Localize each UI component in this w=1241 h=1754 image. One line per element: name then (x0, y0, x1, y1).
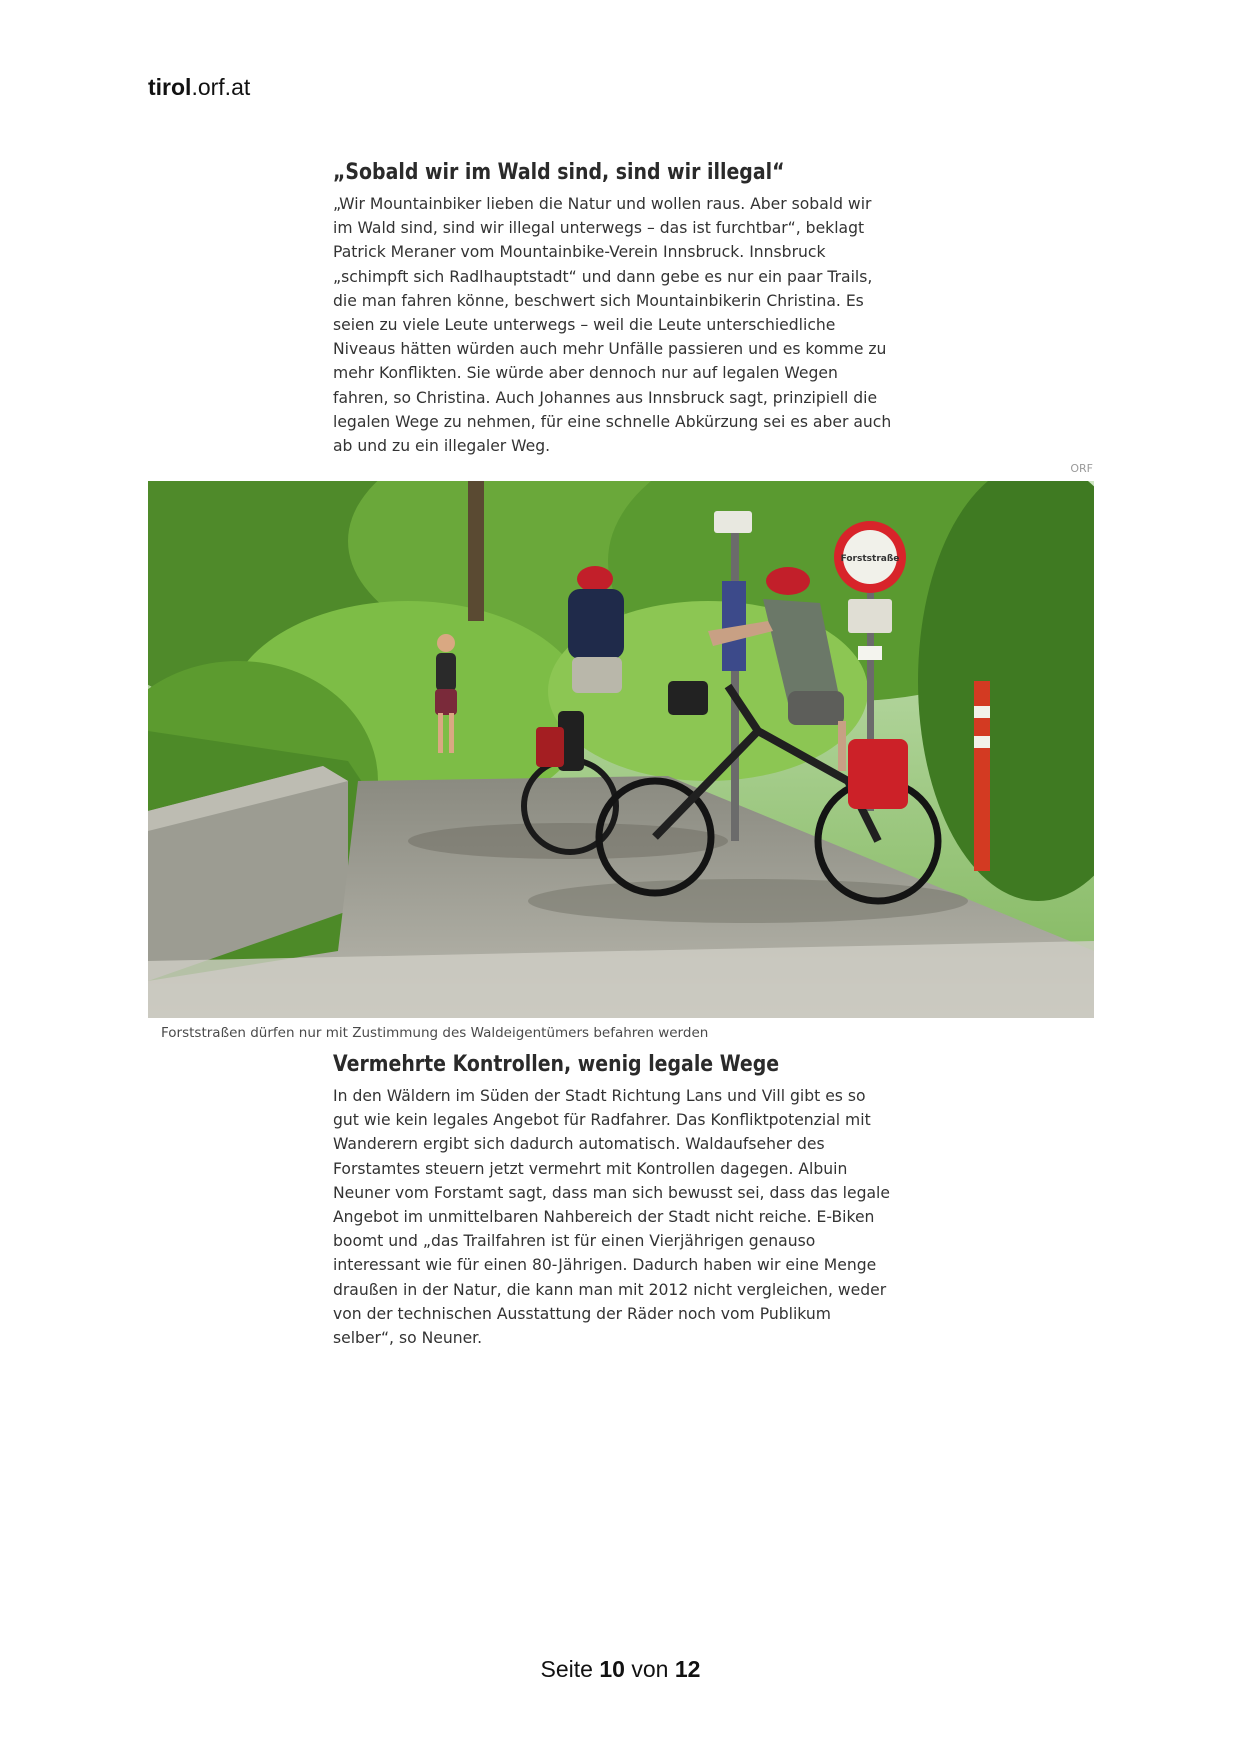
page-label: Seite (540, 1656, 593, 1682)
paragraph-line: ab und zu ein illegaler Weg. (333, 437, 551, 456)
paragraph-line: selber“, so Neuner. (333, 1329, 483, 1348)
article-photo (148, 481, 1094, 1018)
paragraph-line: die man fahren könne, beschwert sich Mountainbikerin Christina. Es (333, 291, 864, 310)
paragraph-line: im Wald sind, sind wir illegal unterwegs – das ist furchtbar“, beklagt (333, 219, 865, 238)
paragraph-line: Wanderern ergibt sich dadurch automatisch. Waldaufseher des (333, 1135, 825, 1154)
photo-credit: ORF (1070, 462, 1093, 475)
paragraph-line: gut wie kein legales Angebot für Radfahrer. Das Konfliktpotenzial mit (333, 1111, 871, 1130)
paragraph-line: seien zu viele Leute unterwegs – weil die Leute unterschiedliche (333, 316, 836, 335)
section-heading-kontrollen: Vermehrte Kontrollen, wenig legale Wege (333, 1052, 780, 1077)
paragraph-line: „schimpft sich Radlhauptstadt“ und dann gebe es nur ein paar Trails, (333, 267, 873, 286)
page-separator: von (631, 1656, 669, 1682)
paragraph-line: Neuner vom Forstamt sagt, dass man sich bewusst sei, dass das legale (333, 1183, 890, 1202)
paragraph-line: von der technischen Ausstattung der Räder noch vom Publikum (333, 1304, 831, 1323)
paragraph-line: legalen Wege zu nehmen, für eine schnelle Abkürzung sei es aber auch (333, 412, 892, 431)
site-name-domain: .orf.at (191, 74, 251, 100)
section-heading-illegal: „Sobald wir im Wald sind, sind wir illegal“ (333, 160, 785, 185)
sign-text: Forststraße (840, 554, 900, 564)
paragraph-line: draußen in der Natur, die kann man mit 2012 nicht vergleichen, weder (333, 1280, 887, 1299)
paragraph-line: In den Wäldern im Süden der Stadt Richtung Lans und Vill gibt es so (333, 1087, 866, 1105)
page-footer (0, 1656, 1241, 1683)
paragraph-line: interessant wie für einen 80-Jährigen. Dadurch haben wir eine Menge (333, 1256, 877, 1275)
section-paragraph-mountainbiker (333, 192, 903, 458)
paragraph-line: „Wir Mountainbiker lieben die Natur und wollen raus. Aber sobald wir (333, 195, 872, 213)
forest-road-illustration (148, 481, 1094, 1018)
site-header (148, 74, 250, 101)
photo-caption: Forststraßen dürfen nur mit Zustimmung des Waldeigentümers befahren werden (161, 1025, 709, 1041)
paragraph-line: Forstamtes steuern jetzt vermehrt mit Kontrollen dagegen. Albuin (333, 1159, 848, 1178)
paragraph-line: Angebot im unmittelbaren Nahbereich der Stadt nicht reiche. E-Biken (333, 1208, 875, 1227)
current-page-number: 10 (599, 1656, 625, 1682)
paragraph-line: Niveaus hätten würden auch mehr Unfälle passieren und es komme zu (333, 340, 887, 359)
total-pages-number: 12 (674, 1656, 701, 1682)
paragraph-line: mehr Konflikten. Sie würde aber dennoch nur auf legalen Wegen (333, 364, 838, 383)
paragraph-line: Patrick Meraner vom Mountainbike-Verein Innsbruck. Innsbruck (333, 243, 826, 262)
site-name-bold: tirol (148, 74, 192, 100)
section-paragraph-kontrollen (333, 1084, 903, 1350)
paragraph-line: boomt und „das Trailfahren ist für einen Vierjährigen genauso (333, 1232, 816, 1251)
paragraph-line: fahren, so Christina. Auch Johannes aus Innsbruck sagt, prinzipiell die (333, 388, 878, 407)
